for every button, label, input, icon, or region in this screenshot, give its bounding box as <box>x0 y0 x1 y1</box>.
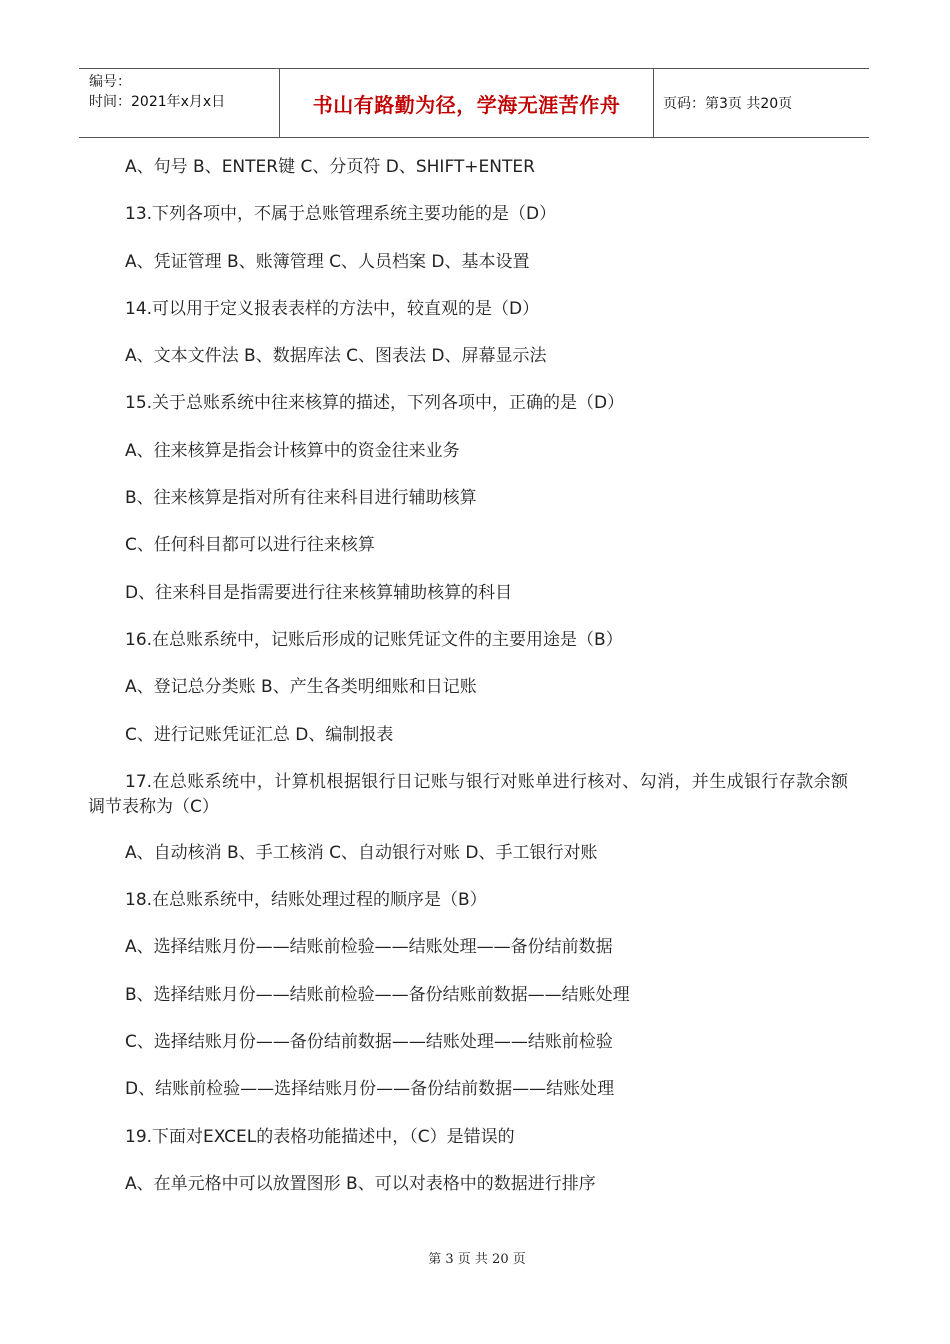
text-line: A、句号 B、ENTER键 C、分页符 D、SHIFT+ENTER <box>125 157 535 177</box>
question-13: 13.下列各项中，不属于总账管理系统主要功能的是（D） <box>125 204 557 225</box>
question-18-option-d: D、结账前检验——选择结账月份——备份结前数据——结账处理 <box>125 1079 615 1100</box>
header-motto: 书山有路勤为径，学海无涯苦作舟 <box>312 92 621 117</box>
question-17-options: A、自动核消 B、手工核消 C、自动银行对账 D、手工银行对账 <box>125 842 598 863</box>
question-18-option-a: A、选择结账月份——结账前检验——结账处理——备份结前数据 <box>125 937 613 958</box>
question-13-options: A、凭证管理 B、账簿管理 C、人员档案 D、基本设置 <box>125 251 530 272</box>
header-page-info: 页码：第3页 共20页 <box>663 96 793 112</box>
question-16-options-ab: A、登记总分类账 B、产生各类明细账和日记账 <box>125 677 477 698</box>
question-15-option-c: C、任何科目都可以进行往来核算 <box>125 535 375 556</box>
question-16: 16.在总账系统中，记账后形成的记账凭证文件的主要用途是（B） <box>125 629 623 650</box>
question-14: 14.可以用于定义报表表样的方法中，较直观的是（D） <box>125 298 540 319</box>
question-19-options-ab: A、在单元格中可以放置图形 B、可以对表格中的数据进行排序 <box>125 1173 596 1194</box>
question-18-option-c: C、选择结账月份——备份结前数据——结账处理——结账前检验 <box>125 1032 613 1053</box>
page-footer: 第 3 页 共 20 页 <box>428 1252 526 1267</box>
question-16-options-cd: C、进行记账凭证汇总 D、编制报表 <box>125 724 394 745</box>
document-body <box>88 155 848 1219</box>
question-17: 17.在总账系统中，计算机根据银行日记账与银行对账单进行核对、勾消，并生成银行存款余额调节表称为（C） <box>88 771 848 817</box>
question-15-option-d: D、往来科目是指需要进行往来核算辅助核算的科目 <box>125 582 513 603</box>
question-14-options: A、文本文件法 B、数据库法 C、图表法 D、屏幕显示法 <box>125 346 547 367</box>
question-18: 18.在总账系统中，结账处理过程的顺序是（B） <box>125 890 487 911</box>
question-15: 15.关于总账系统中往来核算的描述，下列各项中，正确的是（D） <box>125 393 625 414</box>
question-18-option-b: B、选择结账月份——结账前检验——备份结账前数据——结账处理 <box>125 984 630 1005</box>
header-motto-cell <box>280 69 654 137</box>
header-info-cell <box>79 69 280 137</box>
question-15-option-b: B、往来核算是指对所有往来科目进行辅助核算 <box>125 488 477 509</box>
question-19: 19.下面对EXCEL的表格功能描述中，（C）是错误的 <box>125 1126 515 1147</box>
page-header <box>79 68 869 138</box>
header-page-cell <box>654 69 869 137</box>
doc-time: 时间：2021年x月x日 <box>89 94 226 110</box>
question-15-option-a: A、往来核算是指会计核算中的资金往来业务 <box>125 440 460 461</box>
doc-number: 编号： <box>89 74 131 90</box>
